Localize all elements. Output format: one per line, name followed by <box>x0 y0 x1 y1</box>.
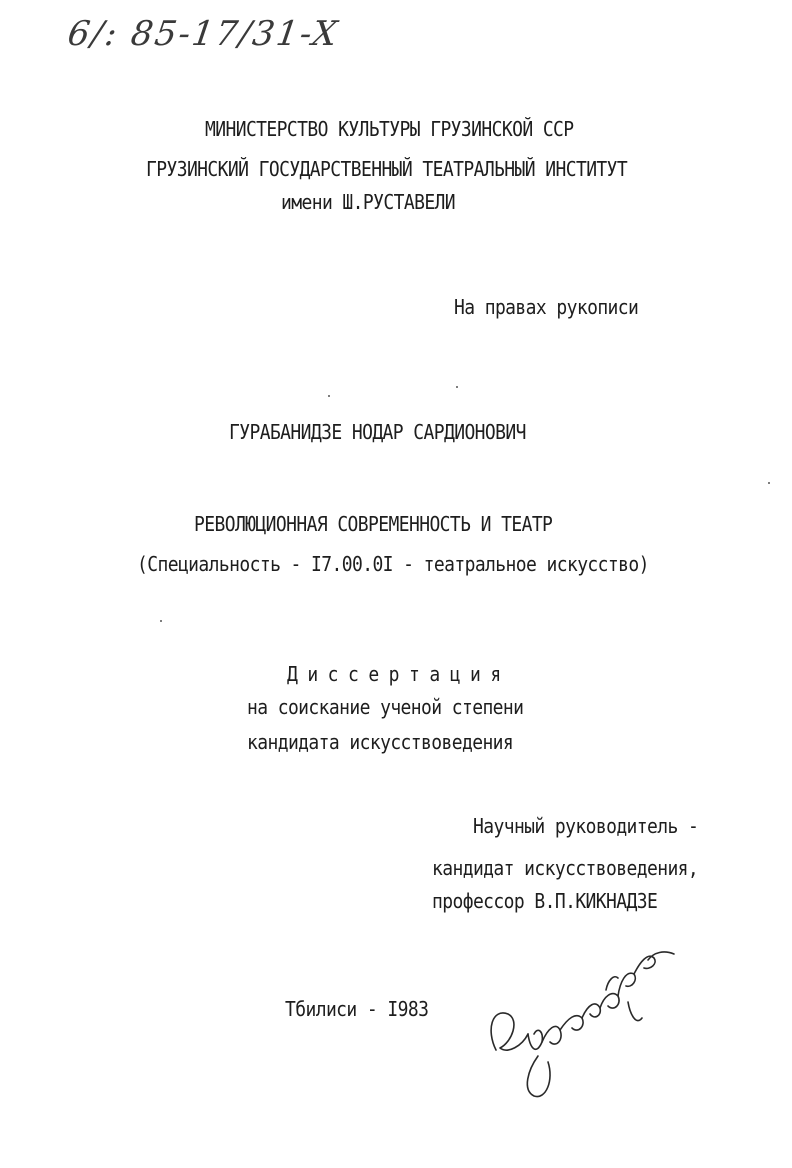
supervisor-degree: кандидат искусствоведения, <box>432 857 699 881</box>
dissertation-degree-line-1: на соискание ученой степени <box>247 696 524 720</box>
paper-speck <box>160 620 162 622</box>
handwritten-signature <box>478 930 678 1110</box>
supervisor-label: Научный руководитель - <box>473 815 699 839</box>
institute-line: ГРУЗИНСКИЙ ГОСУДАРСТВЕННЫЙ ТЕАТРАЛЬНЫЙ ИНСТИТУТ <box>146 158 628 182</box>
handwritten-archive-number: 6/: 85-17/31-X <box>65 14 342 54</box>
paper-speck <box>328 395 330 397</box>
place-and-year: Тбилиси - I983 <box>285 998 429 1022</box>
dissertation-degree-line-2: кандидата искусствоведения <box>247 731 514 755</box>
ministry-line: МИНИСТЕРСТВО КУЛЬТУРЫ ГРУЗИНСКОЙ ССР <box>205 118 574 142</box>
specialty-line: (Специальность - I7.00.0I - театральное искусство) <box>137 553 649 577</box>
author-name: ГУРАБАНИДЗЕ НОДАР САРДИОНОВИЧ <box>229 421 526 445</box>
paper-speck <box>456 386 458 388</box>
dissertation-title: РЕВОЛЮЦИОННАЯ СОВРЕМЕННОСТЬ И ТЕАТР <box>194 513 553 537</box>
named-after-line: имени Ш.РУСТАВЕЛИ <box>281 191 456 215</box>
supervisor-name: профессор В.П.КИКНАДЗЕ <box>432 890 658 914</box>
manuscript-rights-note: На правах рукописи <box>454 296 639 320</box>
dissertation-heading: Диссертация <box>287 663 511 687</box>
paper-speck <box>768 482 770 484</box>
